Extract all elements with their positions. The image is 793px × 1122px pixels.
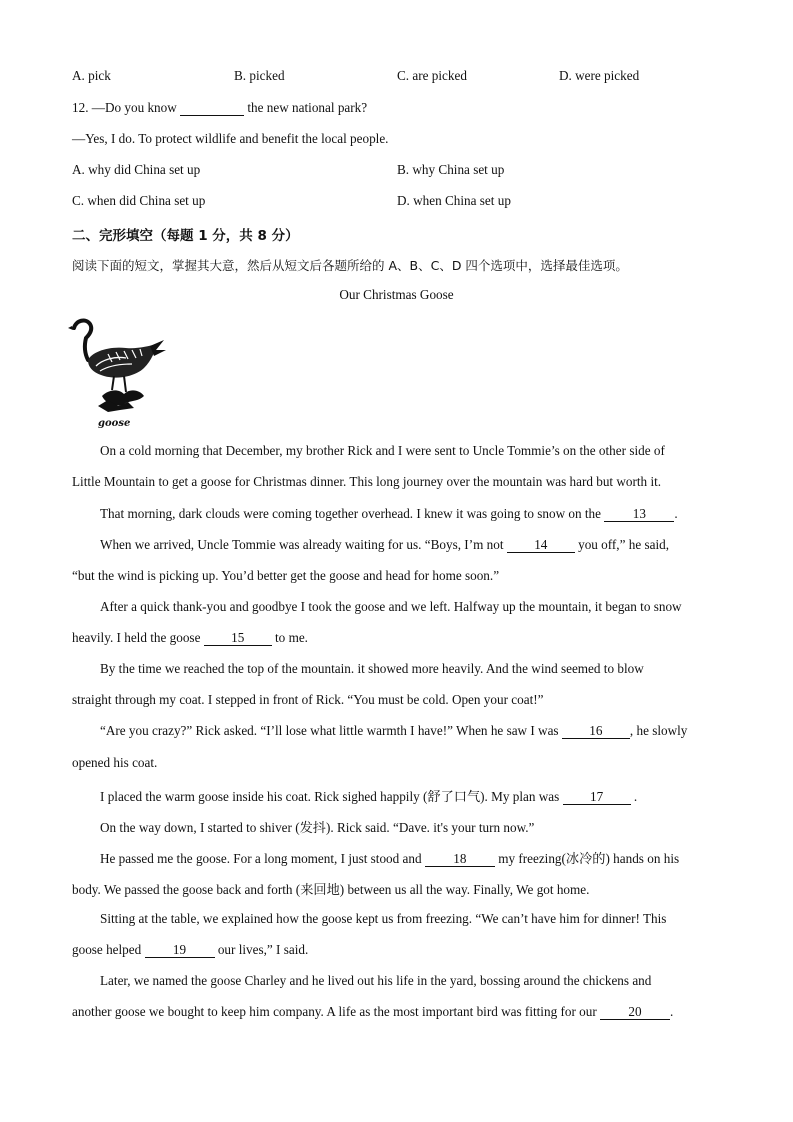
q12-reply: —Yes, I do. To protect wildlife and benefit the local people. <box>72 131 389 146</box>
p2-line <box>100 506 678 522</box>
p1-line2: Little Mountain to get a goose for Christmas dinner. This long journey over the mountain was hard but worth it. <box>72 474 662 489</box>
q11-option-c: C. are picked <box>397 68 467 83</box>
blank-18: 18 <box>425 852 495 867</box>
blank-17: 17 <box>563 790 631 805</box>
q12-prompt-before: 12. —Do you know <box>72 100 181 115</box>
q12-option-d: D. when China set up <box>397 193 511 208</box>
p10-text-b: our lives,” I said. <box>214 942 309 957</box>
p6-text-b: , he slowly <box>629 723 688 738</box>
goose-icon <box>68 316 168 430</box>
p10-line1: Sitting at the table, we explained how the goose kept us from freezing. “We can’t have him for dinner! This <box>100 911 667 926</box>
q12-prompt-after: the new national park? <box>244 100 368 115</box>
p10-text-a: goose helped <box>72 942 145 957</box>
q11-option-a: A. pick <box>72 68 111 83</box>
goose-illustration <box>68 316 168 430</box>
p7-line <box>100 786 637 805</box>
p4-line1: After a quick thank-you and goodbye I took the goose and we left. Halfway up the mountain, it began to snow <box>100 599 682 614</box>
q12-option-b: B. why China set up <box>397 162 505 177</box>
q12-option-a: A. why did China set up <box>72 162 201 177</box>
p6-line2: opened his coat. <box>72 755 158 770</box>
p9-line1 <box>100 848 679 867</box>
p3-line2: “but the wind is picking up. You’d better get the goose and head for home soon.” <box>72 568 500 583</box>
p5-line2: straight through my coat. I stepped in front of Rick. “You must be cold. Open your coat!” <box>72 692 544 707</box>
blank-13: 13 <box>604 507 674 522</box>
q12-prompt <box>72 100 367 116</box>
p7-text-a: I placed the warm goose inside his coat. Rick sighed happily (舒了口气). My plan was <box>100 789 563 804</box>
p4-text-a: heavily. I held the goose <box>72 630 204 645</box>
p11-line1: Later, we named the goose Charley and he lived out his life in the yard, bossing around the chickens and <box>100 973 652 988</box>
p9-text-a: He passed me the goose. For a long moment, I just stood and <box>100 851 425 866</box>
blank-20: 20 <box>600 1005 670 1020</box>
p3-text-b: you off,” he said, <box>574 537 670 552</box>
passage-title: Our Christmas Goose <box>339 287 454 302</box>
p9-line2: body. We passed the goose back and forth (来回地) between us all the way. Finally, We got home. <box>72 882 590 897</box>
blank-14: 14 <box>507 538 575 553</box>
p11-text-b: . <box>670 1004 674 1019</box>
q12-option-c: C. when did China set up <box>72 193 206 208</box>
p1-line1: On a cold morning that December, my brother Rick and I were sent to Uncle Tommie’s on the other side of <box>100 443 665 458</box>
p2-text-b: . <box>674 506 678 521</box>
p9-text-b: my freezing(冰冷的) hands on his <box>494 851 680 866</box>
p8-line: On the way down, I started to shiver (发抖). Rick said. “Dave. it's your turn now.” <box>100 820 535 835</box>
p7-text-b: . <box>630 789 638 804</box>
goose-label: goose <box>98 418 131 429</box>
p3-text-a: When we arrived, Uncle Tommie was already waiting for us. “Boys, I’m not <box>100 537 507 552</box>
blank-16: 16 <box>562 724 630 739</box>
q12-blank <box>180 101 244 116</box>
section-heading: 二、完形填空（每题 1 分，共 8 分） <box>72 228 299 244</box>
p6-line1 <box>100 723 687 739</box>
p11-line2 <box>72 1004 673 1020</box>
q11-option-d: D. were picked <box>559 68 640 83</box>
blank-15: 15 <box>204 631 272 646</box>
p6-text-a: “Are you crazy?” Rick asked. “I’ll lose what little warmth I have!” When he saw I was <box>100 723 562 738</box>
p3-line1 <box>100 537 669 553</box>
q11-option-b: B. picked <box>234 68 285 83</box>
p4-text-b: to me. <box>271 630 308 645</box>
p11-text-a: another goose we bought to keep him company. A life as the most important bird was fitting for our <box>72 1004 601 1019</box>
p4-line2 <box>72 630 308 646</box>
p10-line2 <box>72 942 308 958</box>
p5-line1: By the time we reached the top of the mountain. it showed more heavily. And the wind seemed to blow <box>100 661 644 676</box>
blank-19: 19 <box>145 943 215 958</box>
section-instruction: 阅读下面的短文，掌握其大意，然后从短文后各题所给的 A、B、C、D 四个选项中，选择最佳选项。 <box>72 258 628 273</box>
p2-text-a: That morning, dark clouds were coming together overhead. I knew it was going to snow on the <box>100 506 605 521</box>
